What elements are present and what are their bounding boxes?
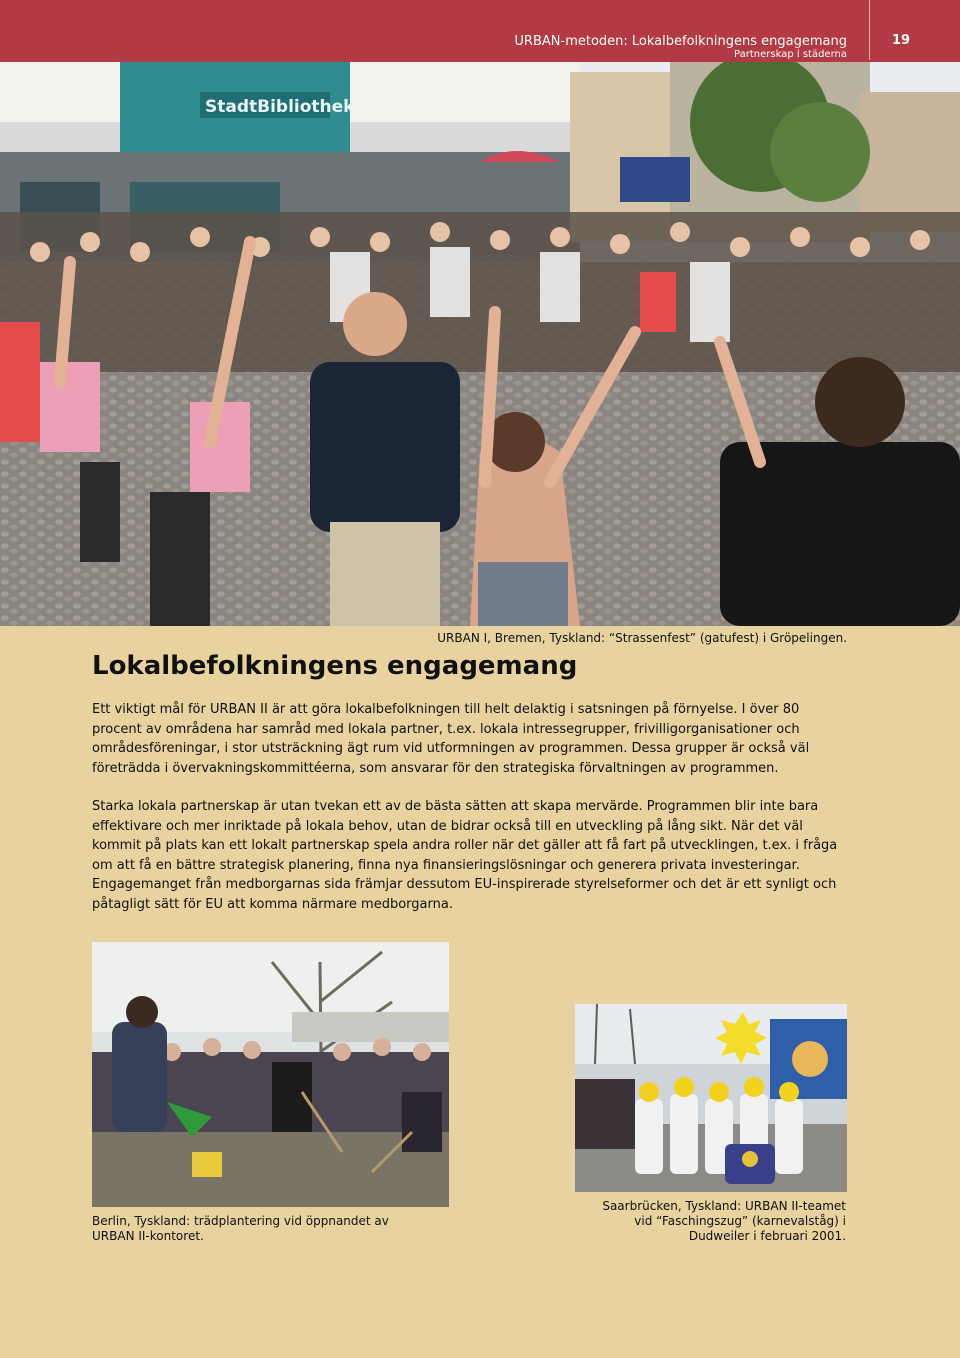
photo-bremen-image	[0, 62, 960, 626]
section-heading: Lokalbefolkningens engagemang	[92, 651, 578, 681]
stadtbibliothek-sign: StadtBibliothek	[205, 97, 355, 117]
header-divider	[869, 0, 870, 60]
photo-saarbrucken-image	[575, 1004, 847, 1192]
page-number: 19	[891, 33, 911, 48]
body-paragraph-2: Starka lokala partnerskap är utan tvekan ett av de bästa sätten att skapa mervärde. Programmen blir inte bara effektivare och mer inriktade på lokala behov, utan de bidrar också till en utveckling på lång sikt. När det väl kommit på plats kan ett lokalt partnerskap spela andra roller när det gäller att få fart på utvecklingen, t.ex. i fråga om att få en bättre strategisk planering, finna nya finansieringslösningar och generera privata investeringar. Engagemanget från medborgarnas sida främjar dessutom EU-inspirerade styrelseformer och det är ett synligt och påtagligt sätt för EU att komma närmare medborgarna.	[92, 799, 838, 912]
photo-berlin-caption: Berlin, Tyskland: trädplantering vid öppnandet av URBAN II-kontoret.	[92, 1214, 389, 1243]
photo-bremen-street-festival	[0, 62, 960, 626]
header-title: URBAN-metoden: Lokalbefolkningens engagemang	[514, 34, 847, 49]
photo-berlin-image	[92, 942, 449, 1207]
header-subtitle: Partnerskap i städerna	[734, 49, 847, 60]
photo-saarbrucken-caption: Saarbrücken, Tyskland: URBAN II-teamet vid “Faschingszug” (karnevalståg) i Dudweiler i februari 2001.	[602, 1199, 846, 1243]
header-titles	[514, 34, 847, 61]
photo-berlin-tree-planting	[92, 942, 449, 1207]
photo-bremen-caption: URBAN I, Bremen, Tyskland: “Strassenfest” (gatufest) i Gröpelingen.	[437, 631, 847, 645]
photo-saarbrucken-carnival	[575, 1004, 847, 1192]
body-paragraph-1: Ett viktigt mål för URBAN II är att göra lokalbefolkningen till helt delaktig i satsningen på förnyelse. I över 80 procent av områdena har samråd med lokala partner, t.ex. lokala intressegrupper, frivilligorganisationer och områdesföreningar, i stor utsträckning ägt rum vid utformningen av programmen. Dessa grupper är också väl företrädda i övervakningskommittéerna, som ansvarar för den strategiska förvaltningen av programmen.	[92, 702, 810, 776]
